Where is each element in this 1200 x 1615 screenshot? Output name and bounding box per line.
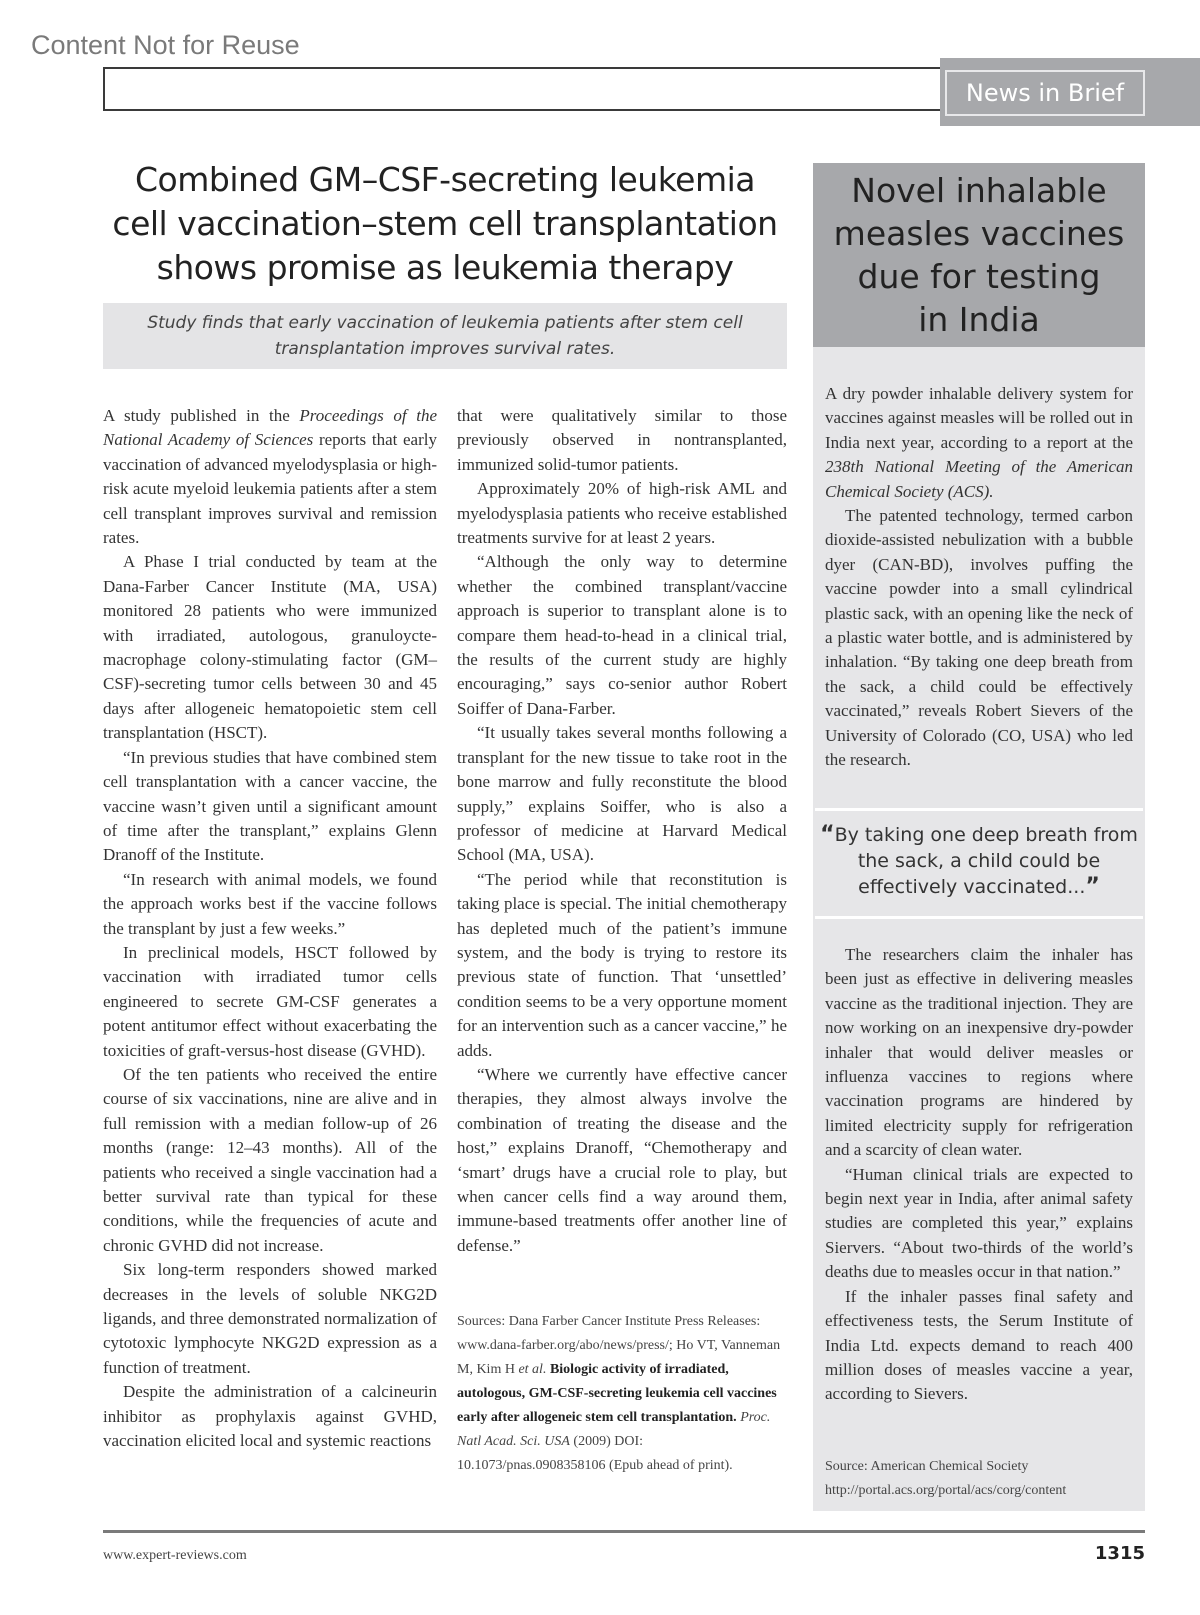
text: reports that early vaccination of advanced myelodysplasia or high-risk acute myeloid leukemia patients after a stem cell transplant improves survival and remission rates. bbox=[103, 430, 437, 548]
paragraph: “The period while that reconstitution is taking place is special. The initial chemotherapy has depleted much of the patient’s immune system, and the body is trying to restore its previous state of function. That ‘unsettled’ condition seems to be a very opportune moment for an intervention such as a cancer vaccine,” he adds. bbox=[457, 869, 787, 1060]
headline-line: Novel inhalable bbox=[851, 171, 1107, 210]
paragraph: “Human clinical trials are expected to begin next year in India, after animal safety studies are completed this year,” explains Siervers. “About two-thirds of the world’s deaths due to measles occur in that nation.” bbox=[825, 1164, 1133, 1282]
paragraph: Approximately 20% of high-risk AML and myelodysplasia patients who receive established treatments survive for at least 2 years. bbox=[457, 479, 787, 548]
paragraph: In preclinical models, HSCT followed by vaccination with irradiated tumor cells engineered to secrete GM-CSF generates a potent antitumor effect without exacerbating the toxicities of graft-versus-host disease (GVHD). bbox=[103, 942, 437, 1060]
pullquote-rule-bottom bbox=[815, 916, 1143, 919]
paragraph: “Where we currently have effective cancer therapies, they almost always involve the combination of treating the disease and the host,” explains Dranoff, “Chemotherapy and ‘smart’ drugs have a crucial role to play, but when cancer cells find a way around them, immune-based treatments offer another line of defense.” bbox=[457, 1064, 787, 1255]
sources-text: Sources: Dana Farber Cancer Institute Press Releases: www.dana-farber.org/abo/news/press/; Ho VT, Vanneman M, Kim H bbox=[457, 1314, 781, 1377]
footer-rule bbox=[103, 1530, 1145, 1533]
headline-line: due for testing bbox=[857, 257, 1101, 296]
paragraph: “It usually takes several months following a transplant for the new tissue to take root in the bone marrow and fully reconstitute the blood supply,” explains Soiffer, who is also a professor of medicine at Harvard Medical School (MA, USA). bbox=[457, 723, 787, 865]
text: A study published in the bbox=[103, 406, 300, 425]
watermark-text: Content Not for Reuse bbox=[31, 30, 300, 60]
paragraph: Of the ten patients who received the entire course of six vaccinations, nine are alive and in full remission with a median follow-up of 26 months (range: 12–43 months). All of the patients who received a single vaccination had a better survival rate than typical for these conditions, while the frequencies of acute and chronic GVHD did not increase. bbox=[103, 1064, 437, 1255]
cited-journal: Proc. Natl Acad. Sci. USA bbox=[457, 1410, 771, 1449]
footer-url[interactable]: www.expert-reviews.com bbox=[103, 1548, 247, 1563]
paragraph: If the inhaler passes final safety and effectiveness tests, the Serum Institute of India Ltd. expects demand to reach 400 million doses of measles vaccine a year, according to Sievers. bbox=[825, 1286, 1133, 1404]
main-article-column-1 bbox=[103, 404, 437, 1453]
headline-line: Combined GM–CSF-secreting leukemia bbox=[135, 160, 755, 199]
journal-name: Proceedings of the National Academy of Sciences bbox=[103, 406, 437, 450]
pullquote-text: By taking one deep breath from the sack, a child could be effectively vaccinated... bbox=[834, 824, 1138, 898]
text: A dry powder inhalable delivery system for vaccines against measles will be rolled out in India next year, according to a report at the bbox=[825, 384, 1133, 452]
side-article-body-bottom bbox=[825, 943, 1133, 1407]
page-number: 1315 bbox=[1094, 1543, 1145, 1564]
side-article-body-top bbox=[825, 382, 1133, 773]
article-deck bbox=[103, 303, 787, 369]
meeting-name: 238th National Meeting of the American Chemical Society (ACS). bbox=[825, 457, 1133, 501]
headline-line: shows promise as leukemia therapy bbox=[156, 248, 734, 287]
deck-line: Study finds that early vaccination of leukemia patients after stem cell bbox=[147, 313, 743, 333]
paragraph: A Phase I trial conducted by team at the Dana-Farber Cancer Institute (MA, USA) monitored 28 patients who were immunized with irradiated, autologous, granuloycte-macrophage colony-stimulating factor (GM–CSF)-secreting tumor cells between 30 and 45 days after allogeneic hematopoietic stem cell transplantation (HSCT). bbox=[103, 552, 437, 743]
paragraph: “Although the only way to determine whether the combined transplant/vaccine approach is superior to transplant alone is to compare them head-to-head in a clinical trial, the results of the current study are highly encouraging,” says co-senior author Robert Soiffer of Dana-Farber. bbox=[457, 552, 787, 718]
headline-line: in India bbox=[918, 300, 1040, 339]
side-article-headline bbox=[813, 163, 1145, 347]
source-url[interactable]: http://portal.acs.org/portal/acs/corg/content bbox=[825, 1483, 1067, 1498]
paragraph: Despite the administration of a calcineurin inhibitor as prophylaxis against GVHD, vaccination elicited local and systemic reactions bbox=[103, 1382, 437, 1451]
header-rule-box bbox=[103, 67, 943, 111]
paragraph: The patented technology, termed carbon dioxide-assisted nebulization with a bubble dyer (CAN-BD), involves puffing the vaccine powder into a small cylindrical plastic sack, with an opening like the neck of a plastic water bottle, and is administered by inhalation. “By taking one deep breath from the sack, a child could be effectively vaccinated,” reveals Robert Sievers of the University of Colorado (CO, USA) who led the research. bbox=[825, 506, 1133, 770]
paragraph: The researchers claim the inhaler has been just as effective in delivering measles vaccine as the traditional injection. They are now working on an inexpensive dry-powder inhaler that would deliver measles or influenza vaccines to regions where vaccination programs are hindered by limited electricity supply for refrigeration and a scarcity of clean water. bbox=[825, 945, 1133, 1160]
pullquote bbox=[815, 822, 1143, 900]
headline-line: cell vaccination–stem cell transplantation bbox=[112, 204, 778, 243]
side-article-source bbox=[825, 1455, 1133, 1503]
et-al: et al. bbox=[518, 1362, 547, 1377]
main-headline bbox=[103, 158, 787, 290]
headline-line: measles vaccines bbox=[833, 214, 1125, 253]
main-article-sources bbox=[457, 1310, 787, 1478]
paragraph: that were qualitatively similar to those previously observed in nontransplanted, immunized solid-tumor patients. bbox=[457, 406, 787, 474]
main-article-column-2 bbox=[457, 404, 787, 1258]
paragraph bbox=[103, 404, 437, 550]
pullquote-rule-top bbox=[815, 808, 1143, 811]
paragraph bbox=[825, 382, 1133, 504]
paragraph: “In research with animal models, we found the approach works best if the vaccine follows the transplant by just a few weeks.” bbox=[103, 869, 437, 938]
source-label: Source: American Chemical Society bbox=[825, 1459, 1029, 1474]
paragraph: Six long-term responders showed marked decreases in the levels of soluble NKG2D ligands, and three demonstrated normalization of cytotoxic lymphocyte NKG2D expression as a function of treatment. bbox=[103, 1260, 437, 1377]
sources-tail: (2009) DOI: 10.1073/pnas.0908358106 (Epub ahead of print). bbox=[457, 1434, 733, 1473]
open-quote-mark: “ bbox=[820, 822, 835, 847]
section-label: News in Brief bbox=[945, 70, 1145, 116]
cited-title: Biologic activity of irradiated, autologous, GM-CSF-secreting leukemia cell vaccines early after allogeneic stem cell transplantation. bbox=[457, 1362, 777, 1425]
close-quote-mark: ” bbox=[1085, 874, 1100, 899]
deck-line: transplantation improves survival rates. bbox=[274, 339, 616, 359]
paragraph: “In previous studies that have combined stem cell transplantation with a cancer vaccine, the vaccine wasn’t given until a significant amount of time after the transplant,” explains Glenn Dranoff of the Institute. bbox=[103, 747, 437, 865]
